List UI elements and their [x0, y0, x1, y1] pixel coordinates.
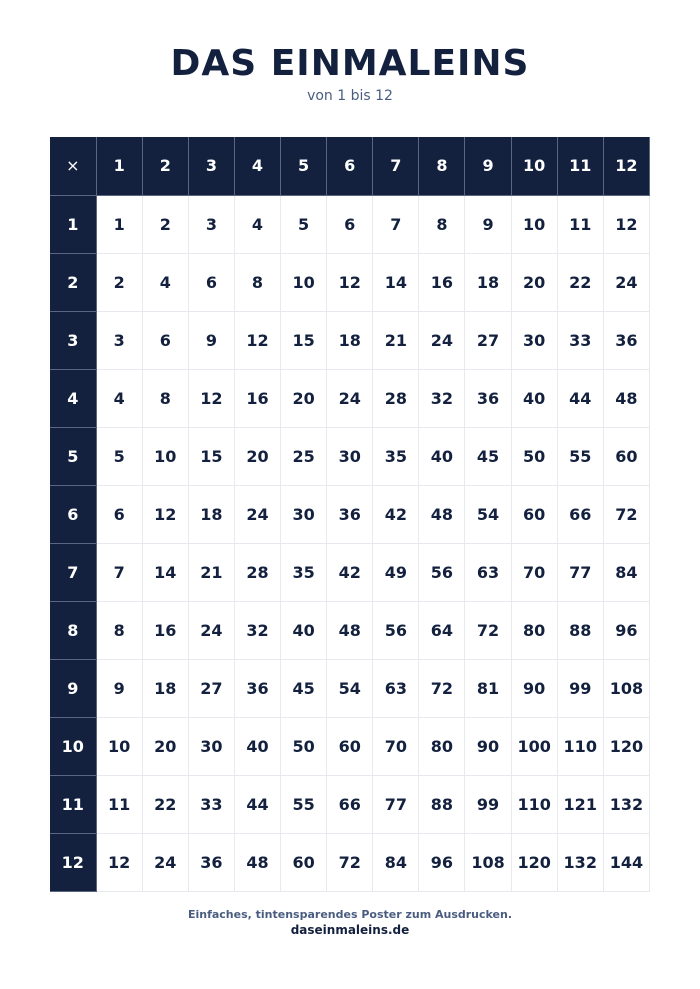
product-cell: 132: [557, 833, 603, 891]
product-cell: 90: [465, 717, 511, 775]
product-cell: 3: [96, 311, 142, 369]
product-cell: 24: [188, 601, 234, 659]
product-cell: 54: [327, 659, 373, 717]
table-row: [50, 427, 650, 485]
product-cell: 40: [281, 601, 327, 659]
product-cell: 120: [511, 833, 557, 891]
product-cell: 48: [419, 485, 465, 543]
product-cell: 28: [234, 543, 280, 601]
product-cell: 72: [327, 833, 373, 891]
footer-text: Einfaches, tintensparendes Poster zum Ausdrucken.: [187, 908, 513, 921]
product-cell: 4: [96, 369, 142, 427]
product-cell: 144: [603, 833, 649, 891]
product-cell: 14: [373, 253, 419, 311]
product-cell: 96: [603, 601, 649, 659]
product-cell: 48: [234, 833, 280, 891]
product-cell: 28: [373, 369, 419, 427]
product-cell: 6: [188, 253, 234, 311]
product-cell: 84: [373, 833, 419, 891]
table-row: [50, 369, 650, 427]
product-cell: 48: [327, 601, 373, 659]
page-title: DAS EINMALEINS: [170, 43, 530, 84]
product-cell: 35: [281, 543, 327, 601]
product-cell: 27: [188, 659, 234, 717]
product-cell: 12: [603, 195, 649, 253]
row-header: 10: [50, 717, 96, 775]
row-header: 3: [50, 311, 96, 369]
product-cell: 20: [142, 717, 188, 775]
product-cell: 40: [419, 427, 465, 485]
product-cell: 90: [511, 659, 557, 717]
row-header: 1: [50, 195, 96, 253]
product-cell: 108: [465, 833, 511, 891]
row-header: 7: [50, 543, 96, 601]
product-cell: 8: [96, 601, 142, 659]
product-cell: 88: [557, 601, 603, 659]
product-cell: 27: [465, 311, 511, 369]
product-cell: 80: [511, 601, 557, 659]
column-header: 7: [373, 137, 419, 195]
product-cell: 36: [603, 311, 649, 369]
product-cell: 6: [327, 195, 373, 253]
product-cell: 5: [281, 195, 327, 253]
product-cell: 18: [188, 485, 234, 543]
product-cell: 16: [234, 369, 280, 427]
row-header: 6: [50, 485, 96, 543]
product-cell: 18: [465, 253, 511, 311]
column-header: 10: [511, 137, 557, 195]
product-cell: 33: [188, 775, 234, 833]
page-subtitle: von 1 bis 12: [307, 88, 393, 104]
product-cell: 22: [142, 775, 188, 833]
column-header: 9: [465, 137, 511, 195]
product-cell: 110: [557, 717, 603, 775]
product-cell: 40: [234, 717, 280, 775]
product-cell: 24: [234, 485, 280, 543]
product-cell: 121: [557, 775, 603, 833]
product-cell: 30: [511, 311, 557, 369]
product-cell: 24: [327, 369, 373, 427]
row-header: 2: [50, 253, 96, 311]
product-cell: 3: [188, 195, 234, 253]
row-header: 12: [50, 833, 96, 891]
product-cell: 35: [373, 427, 419, 485]
product-cell: 11: [96, 775, 142, 833]
footer-url: daseinmaleins.de: [290, 923, 410, 937]
product-cell: 9: [465, 195, 511, 253]
product-cell: 36: [465, 369, 511, 427]
product-cell: 108: [603, 659, 649, 717]
product-cell: 15: [188, 427, 234, 485]
column-header: 2: [142, 137, 188, 195]
column-header: 4: [234, 137, 280, 195]
table-row: [50, 253, 650, 311]
table-row: [50, 311, 650, 369]
table-row: [50, 717, 650, 775]
product-cell: 63: [373, 659, 419, 717]
product-cell: 110: [511, 775, 557, 833]
product-cell: 72: [465, 601, 511, 659]
row-header: 5: [50, 427, 96, 485]
product-cell: 60: [511, 485, 557, 543]
product-cell: 36: [188, 833, 234, 891]
product-cell: 50: [511, 427, 557, 485]
product-cell: 2: [142, 195, 188, 253]
product-cell: 6: [142, 311, 188, 369]
product-cell: 36: [234, 659, 280, 717]
product-cell: 56: [419, 543, 465, 601]
product-cell: 24: [419, 311, 465, 369]
table-row: [50, 775, 650, 833]
multiplication-table: [50, 137, 650, 892]
product-cell: 84: [603, 543, 649, 601]
product-cell: 96: [419, 833, 465, 891]
product-cell: 63: [465, 543, 511, 601]
product-cell: 100: [511, 717, 557, 775]
corner-cell: ×: [50, 137, 96, 195]
product-cell: 6: [96, 485, 142, 543]
row-header: 4: [50, 369, 96, 427]
product-cell: 54: [465, 485, 511, 543]
table-row: [50, 195, 650, 253]
column-header: 6: [327, 137, 373, 195]
product-cell: 1: [96, 195, 142, 253]
product-cell: 32: [419, 369, 465, 427]
product-cell: 44: [557, 369, 603, 427]
product-cell: 22: [557, 253, 603, 311]
product-cell: 30: [327, 427, 373, 485]
product-cell: 8: [142, 369, 188, 427]
product-cell: 60: [603, 427, 649, 485]
product-cell: 55: [557, 427, 603, 485]
product-cell: 132: [603, 775, 649, 833]
product-cell: 42: [373, 485, 419, 543]
product-cell: 40: [511, 369, 557, 427]
product-cell: 14: [142, 543, 188, 601]
table-row: [50, 601, 650, 659]
product-cell: 50: [281, 717, 327, 775]
product-cell: 15: [281, 311, 327, 369]
product-cell: 81: [465, 659, 511, 717]
product-cell: 72: [603, 485, 649, 543]
product-cell: 44: [234, 775, 280, 833]
product-cell: 10: [281, 253, 327, 311]
product-cell: 16: [142, 601, 188, 659]
product-cell: 120: [603, 717, 649, 775]
product-cell: 9: [96, 659, 142, 717]
product-cell: 55: [281, 775, 327, 833]
header-row: [50, 137, 650, 195]
product-cell: 24: [142, 833, 188, 891]
product-cell: 45: [465, 427, 511, 485]
product-cell: 80: [419, 717, 465, 775]
product-cell: 60: [281, 833, 327, 891]
column-header: 8: [419, 137, 465, 195]
product-cell: 12: [142, 485, 188, 543]
product-cell: 88: [419, 775, 465, 833]
product-cell: 4: [142, 253, 188, 311]
row-header: 9: [50, 659, 96, 717]
product-cell: 12: [327, 253, 373, 311]
product-cell: 49: [373, 543, 419, 601]
product-cell: 8: [234, 253, 280, 311]
product-cell: 60: [327, 717, 373, 775]
product-cell: 12: [234, 311, 280, 369]
table-row: [50, 543, 650, 601]
product-cell: 30: [281, 485, 327, 543]
product-cell: 45: [281, 659, 327, 717]
product-cell: 42: [327, 543, 373, 601]
product-cell: 8: [419, 195, 465, 253]
product-cell: 18: [142, 659, 188, 717]
product-cell: 32: [234, 601, 280, 659]
product-cell: 12: [188, 369, 234, 427]
product-cell: 64: [419, 601, 465, 659]
product-cell: 5: [96, 427, 142, 485]
product-cell: 7: [373, 195, 419, 253]
product-cell: 10: [96, 717, 142, 775]
product-cell: 25: [281, 427, 327, 485]
product-cell: 48: [603, 369, 649, 427]
product-cell: 11: [557, 195, 603, 253]
product-cell: 18: [327, 311, 373, 369]
table-row: [50, 659, 650, 717]
table-body: [50, 195, 650, 891]
product-cell: 4: [234, 195, 280, 253]
row-header: 11: [50, 775, 96, 833]
row-header: 8: [50, 601, 96, 659]
product-cell: 77: [557, 543, 603, 601]
product-cell: 70: [511, 543, 557, 601]
product-cell: 99: [465, 775, 511, 833]
column-header: 12: [603, 137, 649, 195]
column-header: 11: [557, 137, 603, 195]
column-header: 3: [188, 137, 234, 195]
product-cell: 7: [96, 543, 142, 601]
table-row: [50, 485, 650, 543]
product-cell: 10: [142, 427, 188, 485]
product-cell: 12: [96, 833, 142, 891]
product-cell: 30: [188, 717, 234, 775]
product-cell: 2: [96, 253, 142, 311]
column-header: 1: [96, 137, 142, 195]
product-cell: 56: [373, 601, 419, 659]
product-cell: 24: [603, 253, 649, 311]
product-cell: 99: [557, 659, 603, 717]
table-row: [50, 833, 650, 891]
product-cell: 20: [234, 427, 280, 485]
product-cell: 33: [557, 311, 603, 369]
product-cell: 66: [557, 485, 603, 543]
product-cell: 21: [188, 543, 234, 601]
product-cell: 21: [373, 311, 419, 369]
product-cell: 72: [419, 659, 465, 717]
product-cell: 70: [373, 717, 419, 775]
product-cell: 77: [373, 775, 419, 833]
product-cell: 20: [511, 253, 557, 311]
product-cell: 9: [188, 311, 234, 369]
product-cell: 66: [327, 775, 373, 833]
product-cell: 10: [511, 195, 557, 253]
column-header: 5: [281, 137, 327, 195]
product-cell: 16: [419, 253, 465, 311]
product-cell: 20: [281, 369, 327, 427]
product-cell: 36: [327, 485, 373, 543]
